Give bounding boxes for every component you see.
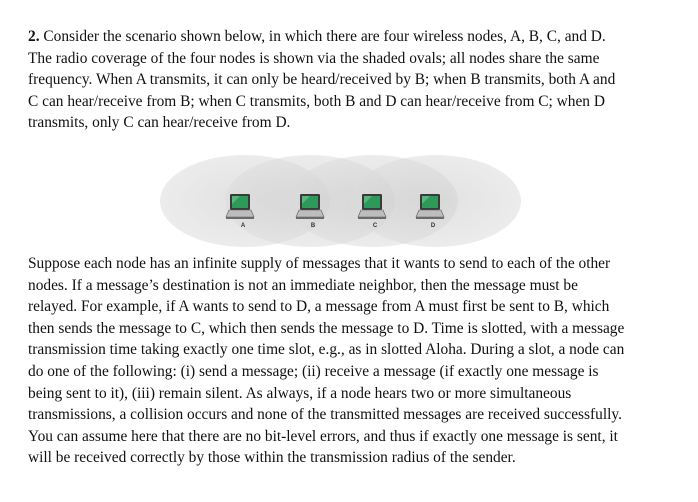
intro-line-4: C can hear/receive from B; when C transmits, both B and D can hear/receive from C; when D (28, 92, 605, 110)
intro-line-2: The radio coverage of the four nodes is shown via the shaded ovals; all nodes share the same (28, 49, 600, 67)
body-line-3: relayed. For example, if A wants to send to D, a message from A must first be sent to B, which (28, 298, 610, 316)
node-label-b: B (310, 223, 316, 229)
body-line-6: do one of the following: (i) send a message; (ii) receive a message (if exactly one message is (28, 362, 599, 380)
intro-line-3: frequency. When A transmits, it can only be heard/received by B; when B transmits, both A and (28, 71, 616, 89)
laptop-icon (226, 194, 254, 219)
body-line-4: then sends the message to C, which then sends the message to D. Time is slotted, with a message (28, 319, 625, 337)
question-intro-paragraph (28, 26, 676, 134)
wireless-coverage-diagram (150, 150, 550, 250)
node-label-c: C (372, 223, 378, 229)
body-line-8: transmissions, a collision occurs and none of the transmitted messages are received successfully. (28, 406, 622, 424)
body-line-7: being sent to it), (iii) remain silent. As always, if a node hears two or more simultaneous (28, 384, 572, 402)
body-line-5: transmission time taking exactly one time slot, e.g., as in slotted Aloha. During a slot, a node can (28, 341, 625, 359)
coverage-ovals (160, 155, 521, 247)
question-number: 2. (28, 28, 40, 45)
intro-line-5: transmits, only C can hear/receive from D. (28, 114, 291, 132)
question-body-paragraph (28, 253, 676, 469)
body-line-1: Suppose each node has an infinite supply of messages that it wants to send to each of the other (28, 255, 611, 272)
laptop-icon (358, 194, 386, 219)
intro-line-1: 2. Consider the scenario shown below, in which there are four wireless nodes, A, B, C, and D. (28, 28, 606, 45)
body-line-2: nodes. If a message’s destination is not an immediate neighbor, then the message must be (28, 276, 578, 294)
body-line-9: You can assume here that there are no bit-level errors, and thus if exactly one message is sent, it (28, 427, 618, 445)
laptop-icon (296, 194, 324, 219)
node-label-a: A (240, 223, 246, 229)
body-line-10: will be received correctly by those within the transmission radius of the sender. (28, 449, 516, 467)
node-label-d: D (430, 223, 436, 229)
laptop-icon (416, 194, 444, 219)
